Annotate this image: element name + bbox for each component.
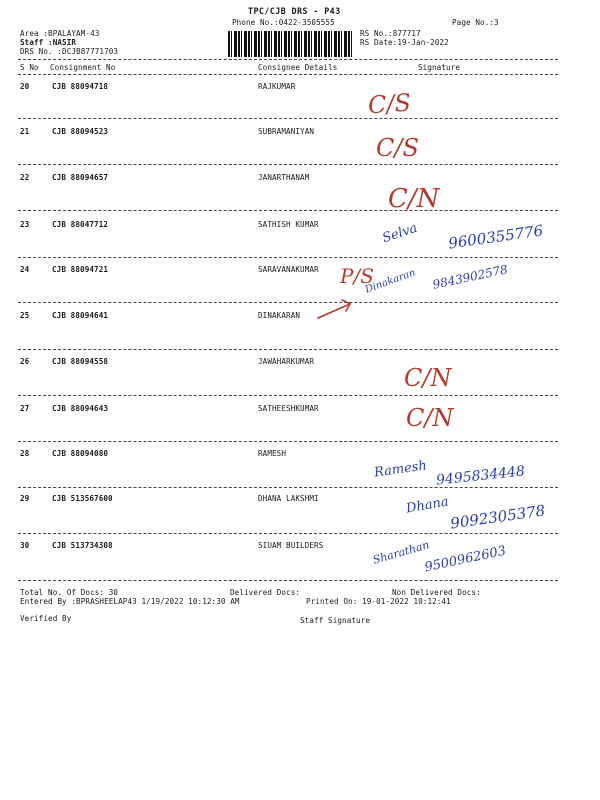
row-consignee: SIUAM BUILDERS [258,541,324,550]
row-consignment: CJB 88094558 [52,357,109,366]
row-consignment: CJB 513734308 [52,541,113,550]
row-sno: 20 [20,82,30,91]
non-delivered-docs: Non Delivered Docs: [392,588,481,597]
handwritten-phone: 9092305378 [449,501,547,533]
row-consignee: DINAKARAN [258,311,301,320]
row-consignment: CJB 88094657 [52,173,109,182]
row-sno: 28 [20,449,30,458]
handwritten-status: C/N [388,184,440,214]
page-number: Page No.:3 [452,18,499,27]
area-label: Area :BPALAYAM-43 [20,29,100,38]
entered-by: Entered By :BPRASHEELAP43 1/19/2022 10:12:30 AM [20,597,240,606]
row-sno: 24 [20,265,30,274]
handwritten-status: C/S [376,134,419,162]
row-consignment: CJB 513567600 [52,494,113,503]
row-consignee: JAWAHARKUMAR [258,357,315,366]
column-header-consignment: Consignment No [50,63,116,72]
handwritten-status: C/N [404,364,452,392]
handwritten-phone: 9495834448 [435,463,526,489]
row-consignee: DHANA LAKSHMI [258,494,319,503]
handwritten-signature: Dinakaran [363,267,418,296]
printed-on: Printed On: 19-01-2022 10:12:41 [306,597,451,606]
row-sno: 30 [20,541,30,550]
rs-date: RS Date:19-Jan-2022 [360,38,449,47]
handwritten-status: P/S [340,264,374,288]
row-consignee: SUBRAMANIYAN [258,127,315,136]
staff-signature: Staff Signature [300,616,371,625]
handwritten-signature: Selva [380,220,420,247]
column-header-sno: S No [20,63,39,72]
row-consignment: CJB 88094721 [52,265,109,274]
staff-label: Staff :NASIR [20,38,77,47]
row-consignment: CJB 88094523 [52,127,109,136]
column-header-signature: Signature [418,63,461,72]
row-consignee: SATHEESHKUMAR [258,404,319,413]
row-consignee: RAMESH [258,449,287,458]
handwritten-status: C/S [367,88,412,120]
handwritten-signature: Dhana [405,494,450,517]
row-consignment: CJB 88094080 [52,449,109,458]
row-sno: 26 [20,357,30,366]
row-consignment: CJB 88094641 [52,311,109,320]
verified-by: Verified By [20,614,72,623]
sheet-title: TPC/CJB DRS - P43 [248,6,341,16]
handwritten-phone: 9600355776 [447,221,545,253]
total-docs: Total No. Of Docs: 30 [20,588,119,597]
row-consignee: SATHISH KUMAR [258,220,319,229]
row-sno: 22 [20,173,30,182]
row-consignee: JANARTHANAM [258,173,310,182]
drs-number: DRS No. :DCJB87771703 [20,47,119,56]
column-header-consignee: Consignee Details [258,63,338,72]
row-sno: 23 [20,220,30,229]
row-consignee: SARAVANAKUMAR [258,265,319,274]
handwritten-signature: Sharathan [371,538,431,567]
row-consignment: CJB 88094643 [52,404,109,413]
handwritten-phone: 9843902578 [431,262,509,292]
row-sno: 27 [20,404,30,413]
handwritten-phone: 9500962603 [423,543,508,576]
handwritten-status: C/N [406,404,454,432]
row-consignment: CJB 88047712 [52,220,109,229]
row-sno: 21 [20,127,30,136]
rs-number: RS No.:877717 [360,29,421,38]
handwritten-signature: Ramesh [373,458,428,481]
phone-number: Phone No.:0422-3505555 [232,18,335,27]
row-consignment: CJB 88094718 [52,82,109,91]
row-consignee: RAJKUMAR [258,82,296,91]
row-sno: 25 [20,311,30,320]
row-sno: 29 [20,494,30,503]
delivered-docs: Delivered Docs: [230,588,301,597]
